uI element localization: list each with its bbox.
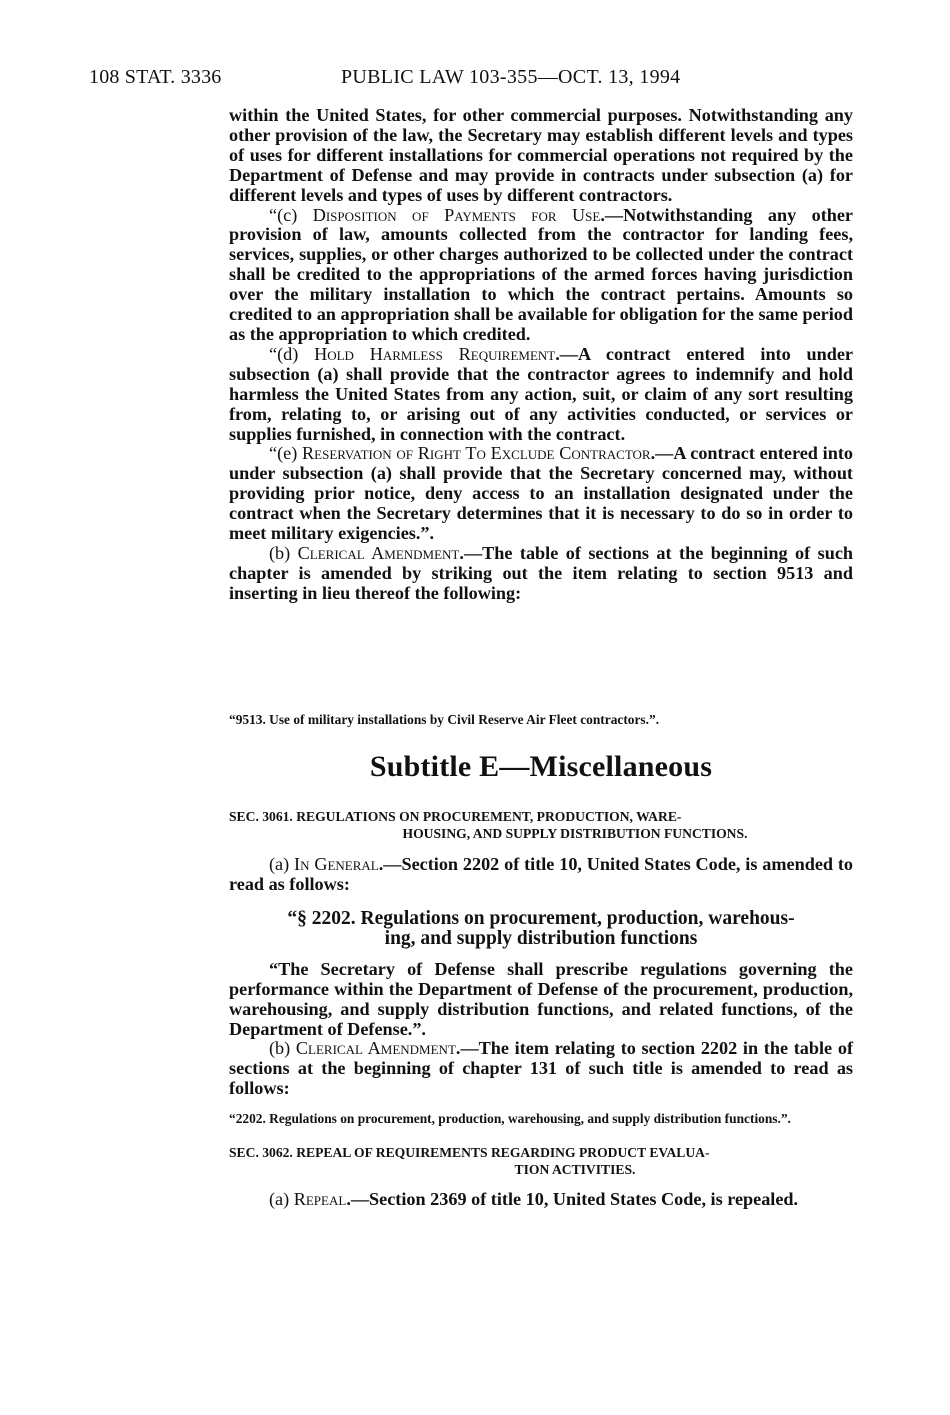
clerical-amendment-b-label: (b) [269,542,298,563]
subsection-e-heading: Reservation of Right To Exclude Contractor [302,443,651,464]
subtitle-heading: Subtitle E—Miscellaneous [369,750,713,783]
section-2202-heading-line1: “§ 2202. Regulations on procurement, production, warehous- [287,907,795,929]
sec-3061-subsection-b [229,1039,853,1099]
section-3062 [229,1144,853,1210]
sec-3062-a-text: .—Section 2369 of title 10, United States Code, is repealed. [346,1189,799,1209]
sec-3061-b-heading: Clerical Amendment [295,1038,456,1059]
sec-3062-heading [229,1144,853,1178]
sec-3061-heading [229,808,853,842]
section-3061 [229,808,853,1127]
subsection-d [229,345,853,445]
subsection-d-text: .—A contract entered into under subsection (a) shall provide that the contractor agrees to indemnify and hold harmless the United States from any action, suit, or claim of any sort resulting from, relating to, or arising out of any activities conducted, or services or supplies furnished, in connection with the contract. [229,343,853,444]
body-text-upper [229,106,853,604]
subsection-c [229,206,853,345]
subsection-c-text: .—Notwithstanding any other provision of law, amounts collected from the contractor for landing fees, services, supplies, or other charges authorized to be collected under the contract shall be credited to the appropriations of the armed forces having jurisdiction over the military installation to which the contract pertains. Amounts so credited to an appropriation shall be available for obligation for the same period as the appropriation to which credited. [229,204,854,344]
sec-3061-b-label: (b) [269,1038,296,1059]
subsection-e [229,444,853,544]
subsection-e-label: “(e) [269,443,303,464]
sec-3061-heading-line1: SEC. 3061. REGULATIONS ON PROCUREMENT, PRODUCTION, WARE- [229,809,682,824]
subsection-c-heading: Disposition of Payments for Use [312,204,601,225]
sec-3062-a-heading: Repeal [293,1189,347,1209]
sec-3061-subsection-a [229,855,853,895]
sec-3061-a-text: .—Section 2202 of title 10, United States Code, is amended to read as follows: [229,854,853,894]
section-2202-heading-line2: ing, and supply distribution functions [384,927,698,949]
section-2202-quote: “The Secretary of Defense shall prescribe regulations governing the performance within the Department of Defense of the procurement, production, warehousing, and supply distribution functions, and related functions, of the Department of Defense.”. [229,958,853,1039]
subsection-d-label: “(d) [269,343,315,364]
clerical-amendment-b-heading: Clerical Amendment [297,542,460,563]
clerical-amendment-b-text: .—The table of sections at the beginning of such chapter is amended by striking out the item relating to section 9513 and inserting in lieu thereof the following: [229,542,854,603]
section-2202-heading [229,909,853,949]
subsection-e-text: .—A contract entered into under subsection (a) shall provide that the Secretary concerned may, without providing prior notice, deny access to an installation designated under the contract when the Secretary determines that it is necessary to do so in order to meet military exigencies.”. [229,443,853,544]
table-item-9513-block [229,712,853,728]
paragraph-continued: within the United States, for other commercial purposes. Notwithstanding any other provision of the law, the Secretary may establish different levels and types of uses for different installations for commercial operations not required by the Department of Defense and may provide in contracts under subsection (a) for different levels and types of uses by different contractors. [229,105,853,205]
subsection-d-heading: Hold Harmless Requirement [314,343,556,364]
sec-3062-a-label: (a) [269,1189,294,1209]
sec-3061-a-label: (a) [269,854,295,874]
page-header [89,66,889,96]
clerical-amendment-b [229,544,853,604]
sec-3061-a-heading: In General [294,854,379,874]
table-item-9513: “9513. Use of military installations by Civil Reserve Air Fleet contractors.”. [229,712,660,727]
sec-3062-heading-line1: SEC. 3062. REPEAL OF REQUIREMENTS REGARDING PRODUCT EVALUA- [229,1145,710,1160]
sec-3061-b-text: .—The item relating to section 2202 in the table of sections at the beginning of chapter 131 of such title is amended to read as follows: [229,1038,853,1099]
subsection-c-label: “(c) [269,204,313,225]
sec-3062-heading-line2: TION ACTIVITIES. [514,1162,636,1177]
stat-citation: 108 STAT. 3336 [89,66,222,88]
sec-3062-subsection-a [229,1190,853,1210]
table-item-2202: “2202. Regulations on procurement, production, warehousing, and supply distribution functions.”. [229,1111,791,1127]
sec-3061-heading-line2: HOUSING, AND SUPPLY DISTRIBUTION FUNCTIONS. [402,826,748,841]
public-law-title: PUBLIC LAW 103-355—OCT. 13, 1994 [341,66,681,88]
